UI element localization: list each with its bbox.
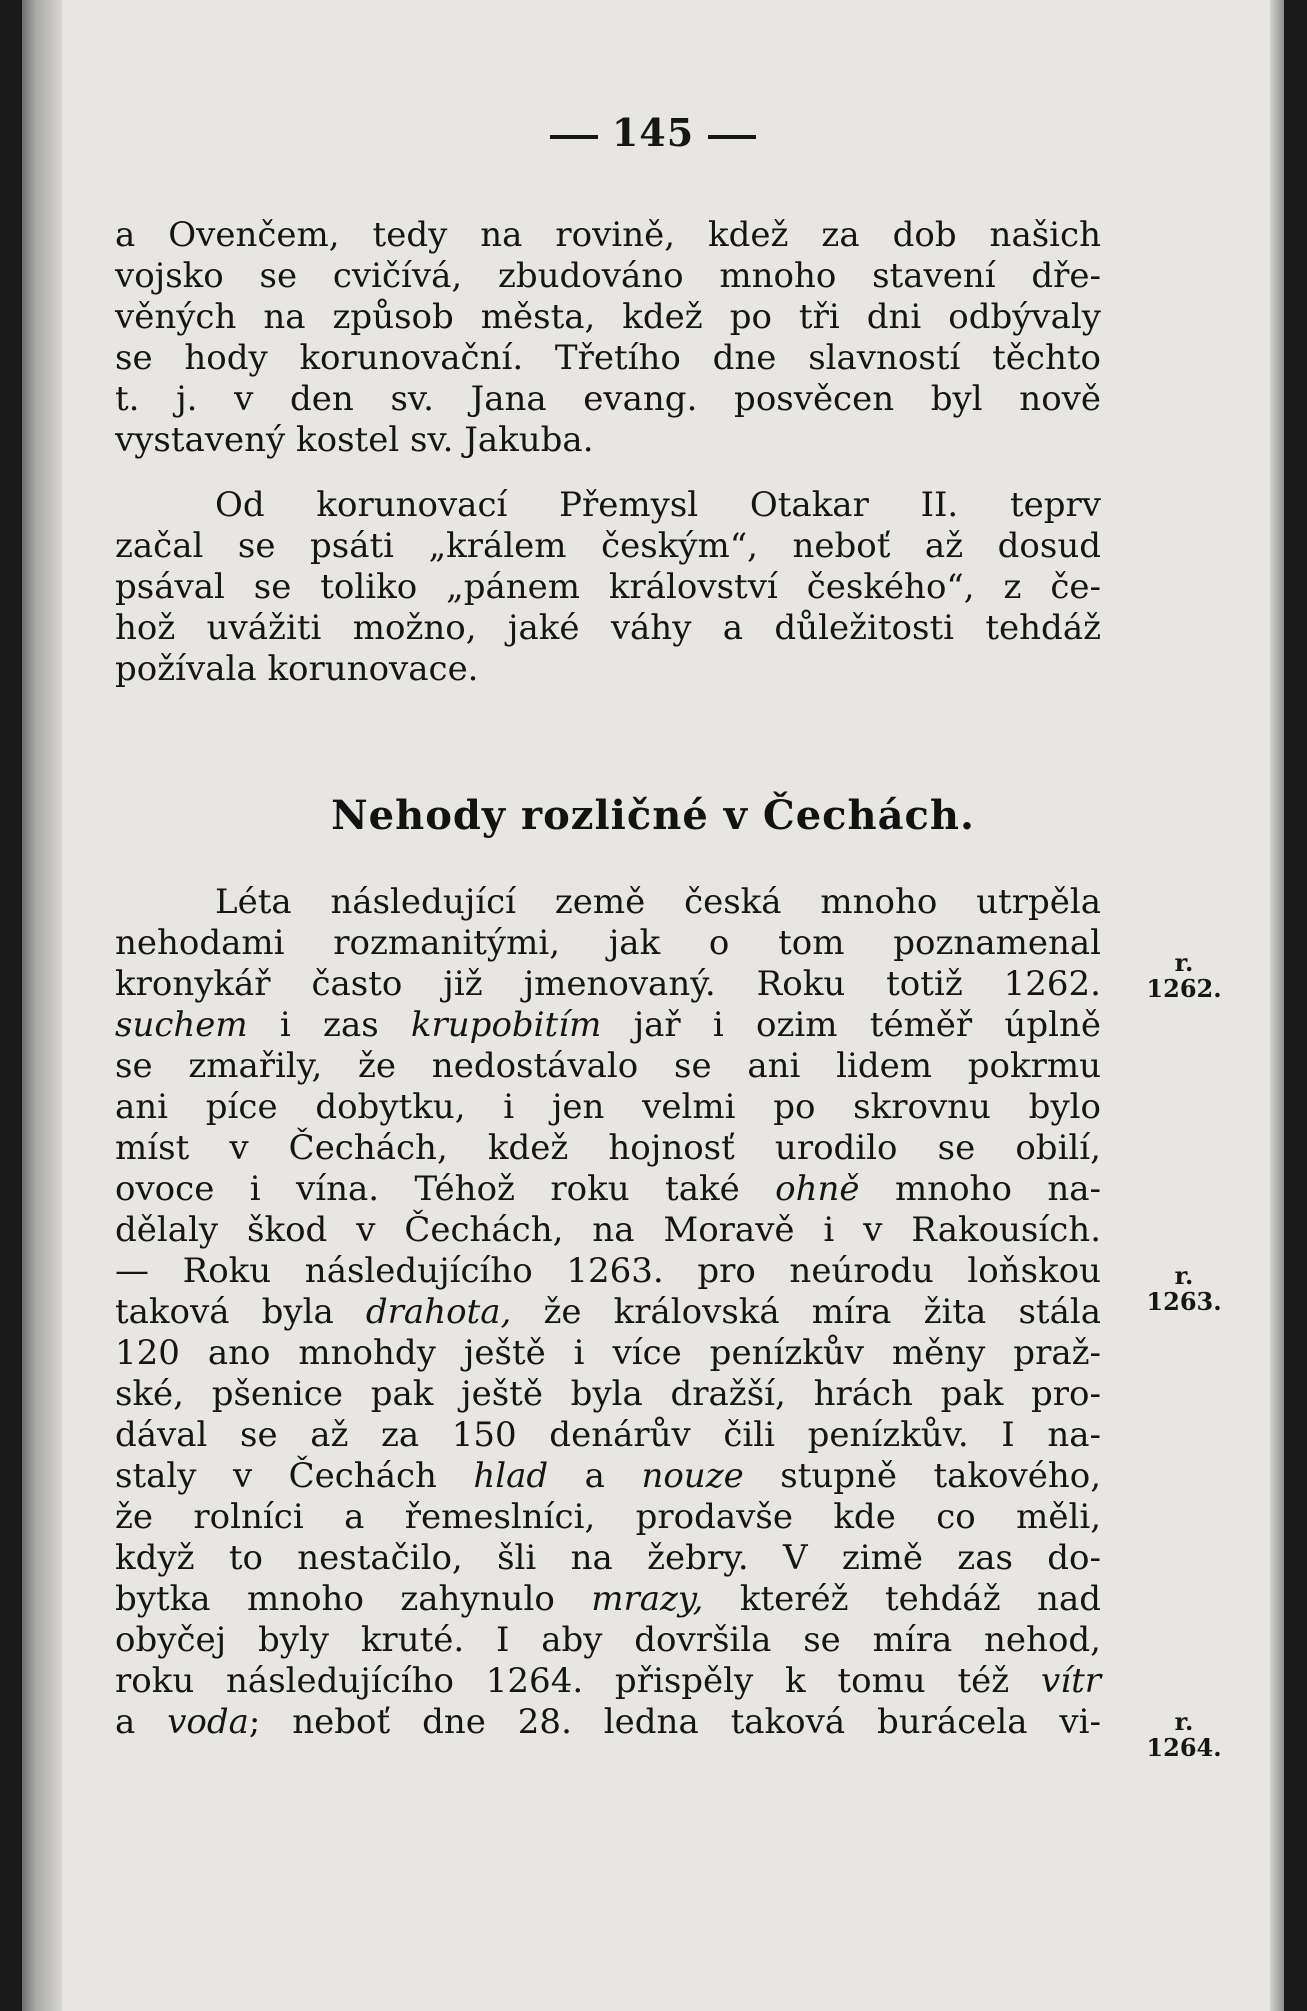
paragraph-1 [115,215,1101,461]
margin-note-year: 1262. [1146,974,1222,1003]
paragraph-2 [115,485,1101,690]
italic-word: vítr [1041,1661,1101,1701]
text-line: nehodami rozmanitými, jak o tom poznamenal [115,923,1101,963]
text-line: se hody korunovační. Třetího dne slavností těchto [115,338,1101,378]
page-number [22,110,1284,155]
text-line: vystavený kostel sv. Jakuba. [115,420,594,460]
text-line: požívala korunovace. [115,649,479,689]
book-page [22,0,1284,2011]
text-line: dělaly škod v Čechách, na Moravě i v Rakousích. [115,1210,1101,1250]
italic-word: suchem [115,1005,248,1045]
margin-note-1264 [1124,1709,1244,1761]
text-line: když to nestačilo, šli na žebry. V zimě zas do- [115,1538,1101,1578]
text-fragment: ; neboť dne 28. ledna taková burácela vi- [248,1702,1101,1742]
text-fragment: roku následujícího 1264. přispěly k tomu též [115,1661,1041,1701]
text-line: 120 ano mnohdy ještě i více penízkův měny praž- [115,1333,1101,1373]
text-line: dával se až za 150 denárův čili penízkův. I na- [115,1415,1101,1455]
text-line: obyčej byly kruté. I aby dovršila se míra nehod, [115,1620,1101,1660]
margin-note-year: 1263. [1146,1287,1222,1316]
text-line: — Roku následujícího 1263. pro neúrodu loňskou [115,1251,1101,1291]
text-line: kronykář často již jmenovaný. Roku totiž 1262. [115,964,1101,1004]
margin-note-r: r. [1174,1707,1194,1736]
text-line [115,1579,1101,1620]
text-line: hož uvážiti možno, jaké váhy a důležitosti tehdáž [115,608,1101,648]
text-fragment: a [115,1702,168,1742]
text-line [115,1456,1101,1497]
text-line: míst v Čechách, kdež hojnosť urodilo se obilí, [115,1128,1101,1168]
text-line [115,1292,1101,1333]
italic-word: nouze [641,1456,744,1496]
margin-note-year: 1264. [1146,1733,1222,1762]
text-line: Od korunovací Přemysl Otakar II. teprv [215,485,1101,525]
section-heading: Nehody rozličné v Čechách. [331,792,975,839]
text-line: Léta následující země česká mnoho utrpěla [215,882,1101,922]
text-fragment: ovoce i vína. Téhož roku také [115,1169,776,1209]
text-fragment: kteréž tehdáž nad [703,1579,1101,1619]
text-fragment: staly v Čechách [115,1456,474,1496]
text-fragment: taková byla [115,1292,366,1332]
text-fragment: a [548,1456,642,1496]
text-fragment: stupně takového, [743,1456,1102,1496]
folio-dash-right [708,135,756,139]
text-line: že rolníci a řemeslníci, prodavše kde co měli, [115,1497,1101,1537]
text-line: ské, pšenice pak ještě byla dražší, hrách pak pro- [115,1374,1101,1414]
italic-word: mrazy, [591,1579,704,1619]
margin-note-r: r. [1174,1261,1194,1290]
folio-dash-left [550,135,598,139]
paragraph-3 [115,882,1101,1743]
text-line [115,1661,1101,1702]
margin-note-r: r. [1174,948,1194,977]
text-line: a Ovenčem, tedy na rovině, kdež za dob našich [115,215,1101,255]
italic-word: krupobitím [410,1005,602,1045]
italic-word: drahota, [365,1292,512,1332]
text-line [115,1169,1101,1210]
margin-note-1263 [1124,1263,1244,1315]
text-line [115,1702,1101,1743]
page-edge-shadow [1270,0,1284,2011]
italic-word: hlad [473,1456,549,1496]
text-fragment: jař i ozim téměř úplně [601,1005,1101,1045]
text-fragment: i zas [247,1005,411,1045]
text-line: se zmařily, že nedostávalo se ani lidem pokrmu [115,1046,1101,1086]
text-line: ani píce dobytku, i jen velmi po skrovnu bylo [115,1087,1101,1127]
text-line: začal se psáti „králem českým“, neboť až dosud [115,526,1101,566]
page-number-text: 145 [611,110,695,155]
book-spine-shadow [22,0,62,2011]
text-fragment: že královská míra žita stála [511,1292,1101,1332]
italic-word: voda [167,1702,249,1742]
text-line: vojsko se cvičívá, zbudováno mnoho stavení dře- [115,256,1101,296]
text-fragment: bytka mnoho zahynulo [115,1579,592,1619]
text-line [115,1005,1101,1046]
text-fragment: mnoho na- [859,1169,1101,1209]
text-line: t. j. v den sv. Jana evang. posvěcen byl nově [115,379,1101,419]
italic-word: ohně [775,1169,860,1209]
margin-note-1262 [1124,950,1244,1002]
text-line: věných na způsob města, kdež po tři dni odbývaly [115,297,1101,337]
text-line: psával se toliko „pánem království českého“, z če- [115,567,1101,607]
